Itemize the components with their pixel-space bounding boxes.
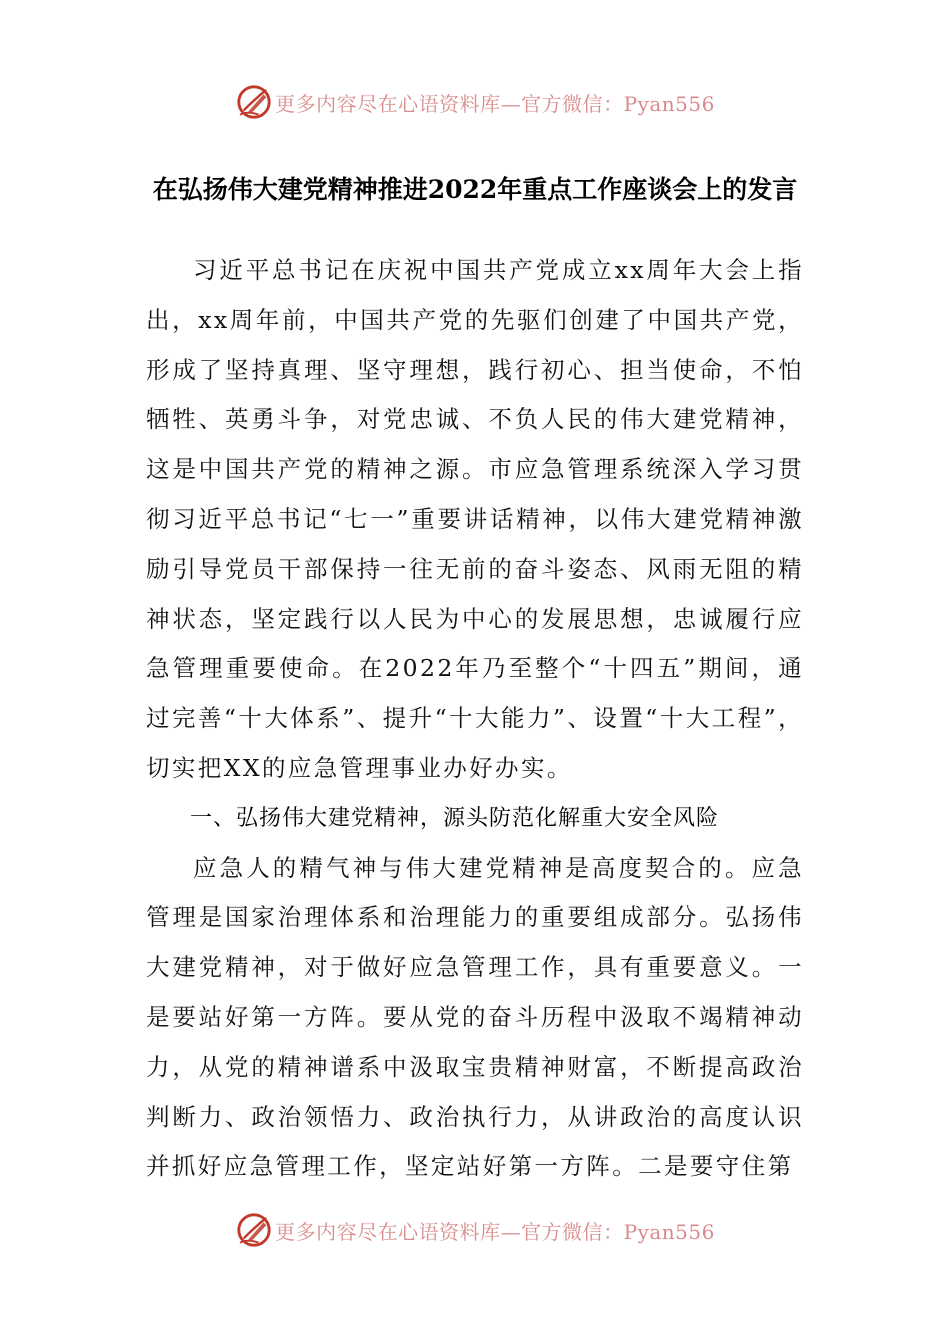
- paragraph-section-1: 应急人的精气神与伟大建党精神是高度契合的。应急管理是国家治理体系和治理能力的重要组成部分。弘扬伟大建党精神，对于做好应急管理工作，具有重要意义。一是要站好第一方阵。要从党的奋斗历程中汲取不竭精神动力，从党的精神谱系中汲取宝贵精神财富，不断提高政治判断力、政治领悟力、政治执行力，从讲政治的高度认识并抓好应急管理工作，坚定站好第一方阵。二是要守住第: [146, 853, 804, 1181]
- pen-logo-icon: [235, 1211, 273, 1249]
- watermark-text-top: 更多内容尽在心语资料库—官方微信：Pyan556: [275, 91, 715, 116]
- document-title: 在弘扬伟大建党精神推进2022年重点工作座谈会上的发言: [152, 175, 798, 204]
- document-body: [146, 246, 804, 1192]
- watermark-text-bottom: 更多内容尽在心语资料库—官方微信：Pyan556: [275, 1219, 715, 1244]
- section-heading-1: 一、弘扬伟大建党精神，源头防范化解重大安全风险: [190, 805, 720, 831]
- paragraph-intro: 习近平总书记在庆祝中国共产党成立xx周年大会上指出，xx周年前，中国共产党的先驱们创建了中国共产党，形成了坚持真理、坚守理想，践行初心、担当使命，不怕牺牲、英勇斗争，对党忠诚、不负人民的伟大建党精神，这是中国共产党的精神之源。市应急管理系统深入学习贯彻习近平总书记“七一”重要讲话精神，以伟大建党精神激励引导党员干部保持一往无前的奋斗姿态、风雨无阻的精神状态，坚定践行以人民为中心的发展思想，忠诚履行应急管理重要使命。在2022年乃至整个“十四五”期间，通过完善“十大体系”、提升“十大能力”、设置“十大工程”，切实把XX的应急管理事业办好办实。: [146, 256, 804, 782]
- watermark-banner-top: [0, 80, 950, 124]
- watermark-banner-bottom: [0, 1208, 950, 1252]
- pen-logo-icon: [235, 83, 273, 121]
